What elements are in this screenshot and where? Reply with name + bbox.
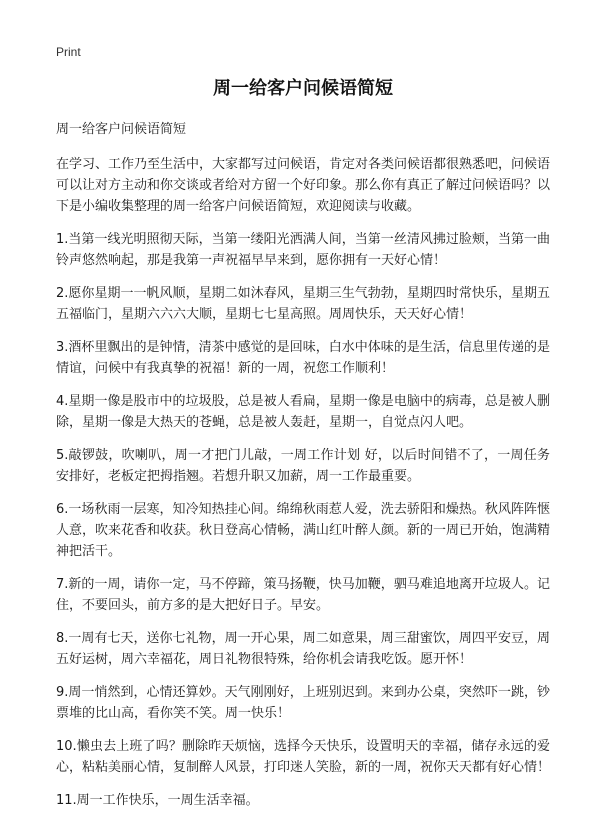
greeting-item-6: 6.一场秋雨一层寒，知冷知热挂心间。绵绵秋雨惹人爱，洗去骄阳和燥热。秋风阵阵惬人意，吹来花香和收获。秋日登高心情畅，满山红叶醉人颜。新的一周已开始，饱满精神把活干。	[56, 502, 551, 559]
greeting-item-9: 9.周一悄然到，心情还算妙。天气刚刚好，上班别迟到。来到办公桌，突然吓一跳，钞票堆的比山高，看你笑不笑。周一快乐！	[56, 685, 550, 721]
greeting-item-5: 5.敲锣鼓，吹喇叭，周一才把门儿敲，一周工作计划 好，以后时间错不了，一周任务安排好，老板定把拇指翘。若想升职又加薪，周一工作最重要。	[56, 448, 550, 484]
greeting-item-2: 2.愿你星期一一帆风顺，星期二如沐春风，星期三生气勃勃，星期四时常快乐，星期五五福临门，星期六六六大顺，星期七七星高照。周周快乐，天天好心情！	[56, 286, 550, 322]
greeting-item-11: 11.周一工作快乐，一周生活幸福。	[56, 793, 259, 808]
document-subtitle: 周一给客户问候语简短	[56, 122, 187, 137]
greeting-item-7: 7.新的一周，请你一定，马不停蹄，策马扬鞭，快马加鞭，驷马难追地离开垃圾人。记住，不要回头，前方多的是大把好日子。早安。	[56, 577, 550, 613]
greeting-item-3: 3.酒杯里飘出的是钟情，清茶中感觉的是回味，白水中体味的是生活，信息里传递的是情谊，问候中有我真挚的祝福！新的一周，祝您工作顺利！	[56, 340, 550, 376]
greeting-item-10: 10.懒虫去上班了吗？删除昨天烦恼，选择今天快乐，设置明天的幸福，储存永远的爱心，粘粘美丽心情，复制醉人风景，打印迷人笑脸，新的一周，祝你天天都有好心情！	[56, 739, 551, 775]
greeting-item-4: 4.星期一像是股市中的垃圾股，总是被人看扁，星期一像是电脑中的病毒，总是被人删除，星期一像是大热天的苍蝇，总是被人轰赶，星期一，自觉点闪人吧。	[56, 394, 550, 430]
intro-paragraph: 在学习、工作乃至生活中，大家都写过问候语，肯定对各类问候语都很熟悉吧，问候语可以让对方主动和你交谈或者给对方留一个好印象。那么你有真正了解过问候语吗？以下是小编收集整理的周一给客户问候语简短，欢迎阅读与收藏。	[56, 157, 551, 214]
greeting-item-1: 1.当第一线光明照彻天际，当第一缕阳光洒满人间，当第一丝清风拂过脸颊，当第一曲铃声悠然响起，那是我第一声祝福早早来到，愿你拥有一天好心情！	[56, 232, 550, 268]
page-title: 周一给客户问候语简短	[213, 78, 393, 99]
greeting-item-8: 8.一周有七天，送你七礼物，周一开心果，周二如意果，周三甜蜜饮，周四平安豆，周五好运树，周六幸福花，周日礼物很特殊，给你机会请我吃饭。愿开怀！	[56, 631, 550, 667]
print-link[interactable]: Print	[56, 45, 81, 59]
